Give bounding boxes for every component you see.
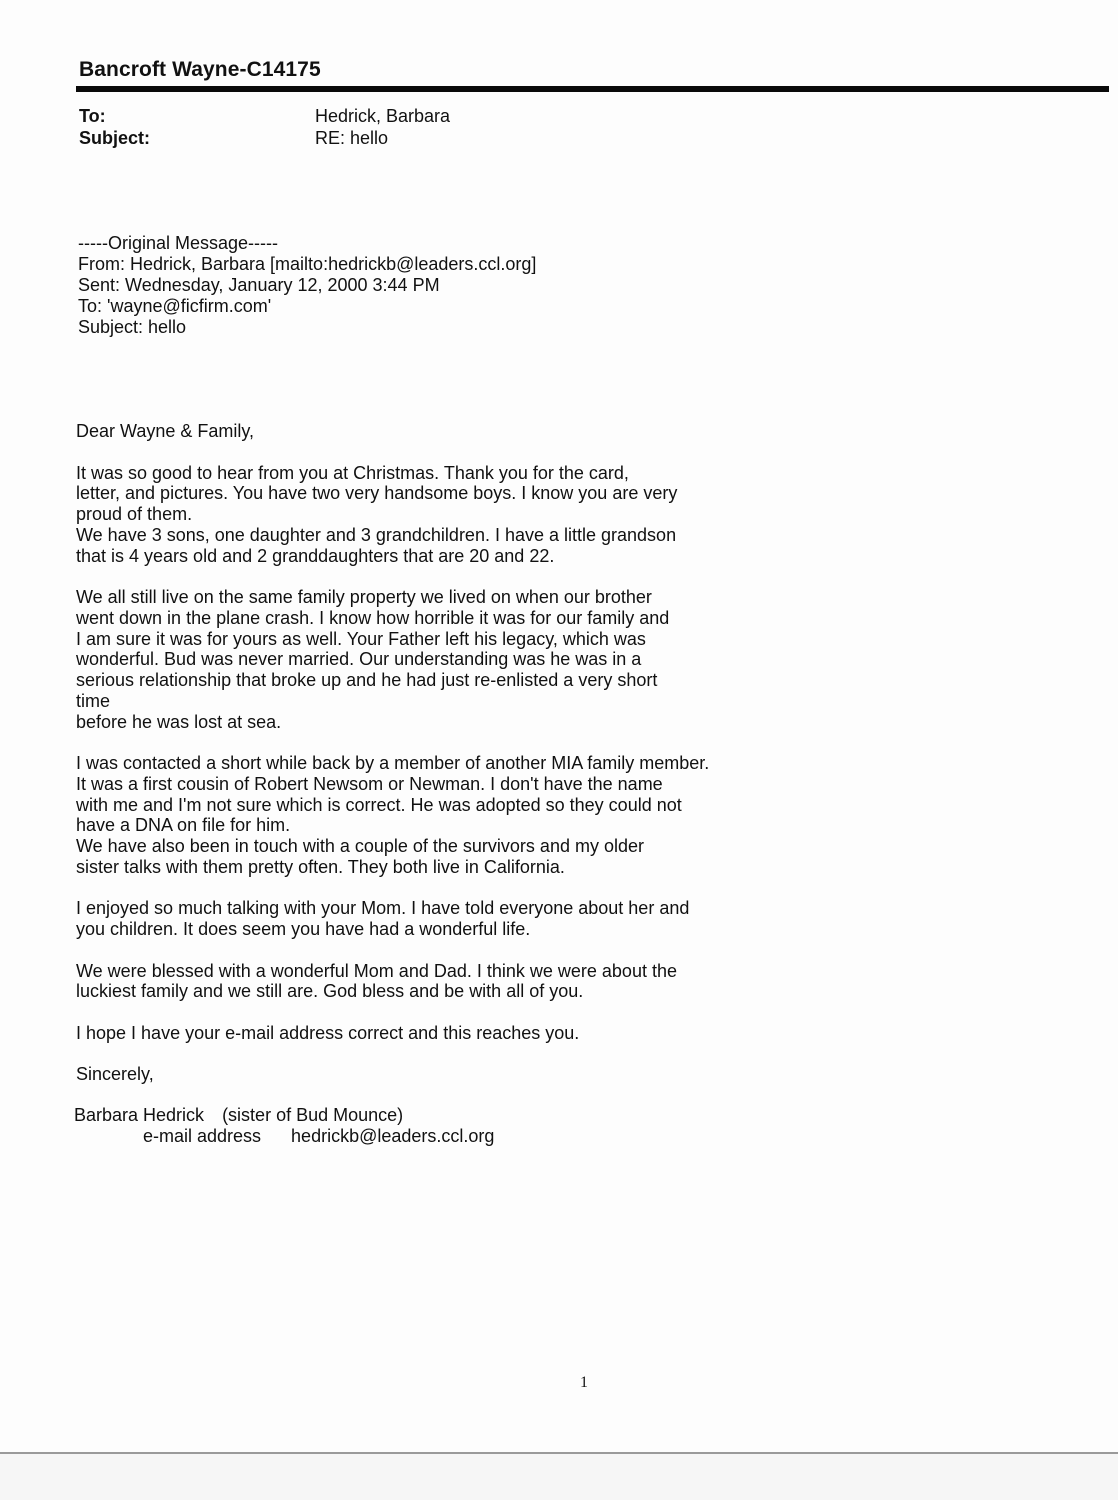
paragraph-6: I hope I have your e-mail address correct and this reaches you. xyxy=(76,1022,580,1043)
paragraph-line: I enjoyed so much talking with your Mom. I have told everyone about her and xyxy=(76,898,690,919)
paragraph-line: wonderful. Bud was never married. Our understanding was he was in a xyxy=(76,649,642,670)
paragraph-line: proud of them. xyxy=(76,504,193,524)
paragraph-line: letter, and pictures. You have two very handsome boys. I know you are very xyxy=(76,483,678,504)
signature-note: (sister of Bud Mounce) xyxy=(222,1105,404,1125)
paragraph-2 xyxy=(76,587,776,732)
paragraph-line: It was so good to hear from you at Christmas. Thank you for the card, xyxy=(76,462,629,483)
header-name: Bancroft Wayne-C14175 xyxy=(79,58,321,81)
original-message-separator: -----Original Message----- xyxy=(78,233,279,253)
paragraph-line: sister talks with them pretty often. They both live in California. xyxy=(76,856,565,877)
signature-email-label: e-mail address xyxy=(143,1126,262,1146)
to-label: To: xyxy=(79,106,106,126)
original-message-from: From: Hedrick, Barbara [mailto:hedrickb@leaders.ccl.org] xyxy=(78,254,537,274)
paragraph-line: went down in the plane crash. I know how horrible it was for our family and xyxy=(76,607,670,628)
signature-email-row xyxy=(74,1126,494,1147)
scan-bottom-margin xyxy=(0,1454,1118,1500)
paragraph-line: I am sure it was for yours as well. Your Father left his legacy, which was xyxy=(76,628,646,649)
paragraph-3 xyxy=(76,753,776,878)
paragraph-line: that is 4 years old and 2 granddaughters that are 20 and 22. xyxy=(76,545,555,566)
closing: Sincerely, xyxy=(76,1064,154,1085)
paragraph-line: luckiest family and we still are. God bless and be with all of you. xyxy=(76,981,584,1002)
header-rule xyxy=(76,86,1109,92)
paragraph-1 xyxy=(76,463,776,567)
paragraph-line: It was a first cousin of Robert Newsom or Newman. I don't have the name xyxy=(76,773,663,794)
original-message-to: To: 'wayne@ficfirm.com' xyxy=(78,296,272,316)
paragraph-line: with me and I'm not sure which is correct. He was adopted so they could not xyxy=(76,794,682,815)
paragraph-line: serious relationship that broke up and he had just re-enlisted a very short xyxy=(76,670,658,690)
paragraph-line: before he was lost at sea. xyxy=(76,711,282,732)
letter-body xyxy=(76,421,776,1106)
page-number: 1 xyxy=(580,1374,588,1391)
subject-value: RE: hello xyxy=(315,128,389,148)
paragraph-4 xyxy=(76,898,776,940)
paragraph-line: We all still live on the same family property we lived on when our brother xyxy=(76,587,652,607)
original-message-subject: Subject: hello xyxy=(78,317,187,337)
paragraph-line: have a DNA on file for him. xyxy=(76,815,291,836)
paragraph-line: time xyxy=(76,690,111,711)
signature-row xyxy=(74,1105,494,1126)
signature-name: Barbara Hedrick xyxy=(74,1105,205,1125)
paragraph-line: I was contacted a short while back by a member of another MIA family member. xyxy=(76,753,710,773)
paragraph-line: We were blessed with a wonderful Mom and Dad. I think we were about the xyxy=(76,960,677,981)
original-message-sent: Sent: Wednesday, January 12, 2000 3:44 PM xyxy=(78,275,440,295)
signature-email-value: hedrickb@leaders.ccl.org xyxy=(291,1126,495,1146)
signature-block xyxy=(74,1105,494,1147)
greeting: Dear Wayne & Family, xyxy=(76,421,255,441)
paragraph-line: you children. It does seem you have had a wonderful life. xyxy=(76,919,531,939)
paragraph-line: We have also been in touch with a couple of the survivors and my older xyxy=(76,836,644,856)
original-message-block xyxy=(78,233,536,338)
paragraph-line: We have 3 sons, one daughter and 3 grandchildren. I have a little grandson xyxy=(76,524,677,545)
subject-label: Subject: xyxy=(79,128,151,148)
to-value: Hedrick, Barbara xyxy=(315,106,451,126)
paragraph-5 xyxy=(76,961,776,1003)
